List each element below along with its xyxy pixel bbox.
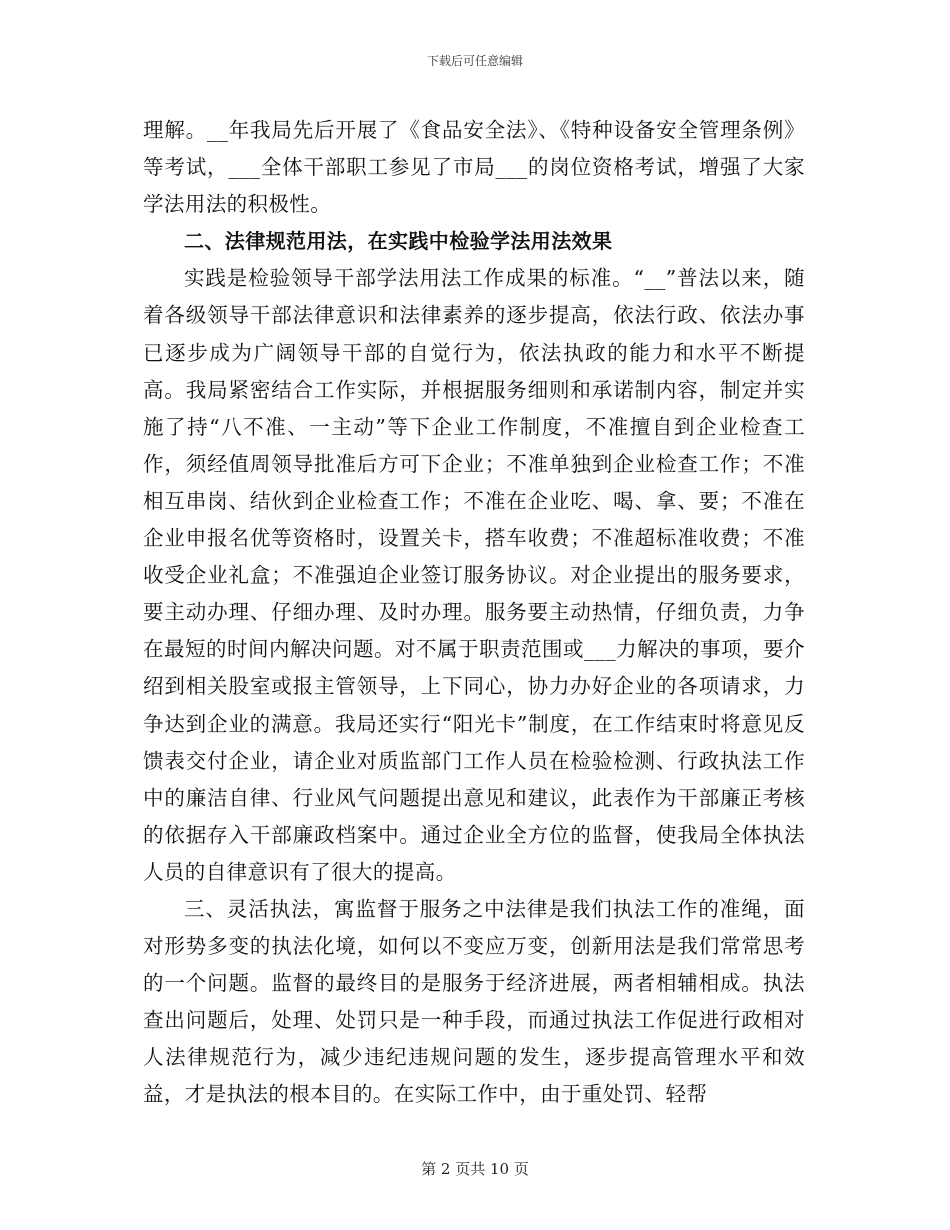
- page-header: 下载后可任意编辑: [426, 54, 523, 68]
- document-body: [143, 112, 805, 1114]
- page-footer: 第 2 页共 10 页: [421, 1160, 529, 1178]
- paragraph-3: 三、灵活执法，寓监督于服务之中法律是我们执法工作的准绳，面对形势多变的执法化境，如何以不变应万变，创新用法是我们常常思考的一个问题。监督的最终目的是服务于经济进展，两者相辅相成。执法查出问题后，处理、处罚只是一种手段，而通过执法工作促进行政相对人法律规范行为，减少违纪违规问题的发生，逐步提高管理水平和效益，才是执法的根本目的。在实际工作中，由于重处罚、轻帮: [143, 896, 805, 1107]
- section-heading-2: 二、法律规范用法，在实践中检验学法用法效果: [184, 229, 613, 254]
- paragraph-2: 实践是检验领导干部学法用法工作成果的标准。“__”普法以来，随着各级领导干部法律意识和法律素养的逐步提高，依法行政、依法办事已逐步成为广阔领导干部的自觉行为，依法执政的能力和水平不断提高。我局紧密结合工作实际，并根据服务细则和承诺制内容，制定并实施了持“八不准、一主动”等下企业工作制度，不准擅自到企业检查工作，须经值周领导批准后方可下企业；不准单独到企业检查工作；不准相互串岗、结伙到企业检查工作；不准在企业吃、喝、拿、要；不准在企业申报名优等资格时，设置关卡，搭车收费；不准超标准收费；不准收受企业礼盒；不准强迫企业签订服务协议。对企业提出的服务要求，要主动办理、仔细办理、及时办理。服务要主动热情，仔细负责，力争在最短的时间内解决问题。对不属于职责范围或___力解决的事项，要介绍到相关股室或报主管领导，上下同心，协力办好企业的各项请求，力争达到企业的满意。我局还实行“阳光卡”制度，在工作结束时将意见反馈表交付企业，请企业对质监部门工作人员在检验检测、行政执法工作中的廉洁自律、行业风气问题提出意见和建议，此表作为干部廉正考核的依据存入干部廉政档案中。通过企业全方位的监督，使我局全体执法人员的自律意识有了很大的提高。: [143, 266, 805, 884]
- paragraph-1: 理解。__年我局先后开展了《食品安全法》、《特种设备安全管理条例》等考试，___全体干部职工参见了市局___的岗位资格考试，增强了大家学法用法的积极性。: [143, 118, 805, 217]
